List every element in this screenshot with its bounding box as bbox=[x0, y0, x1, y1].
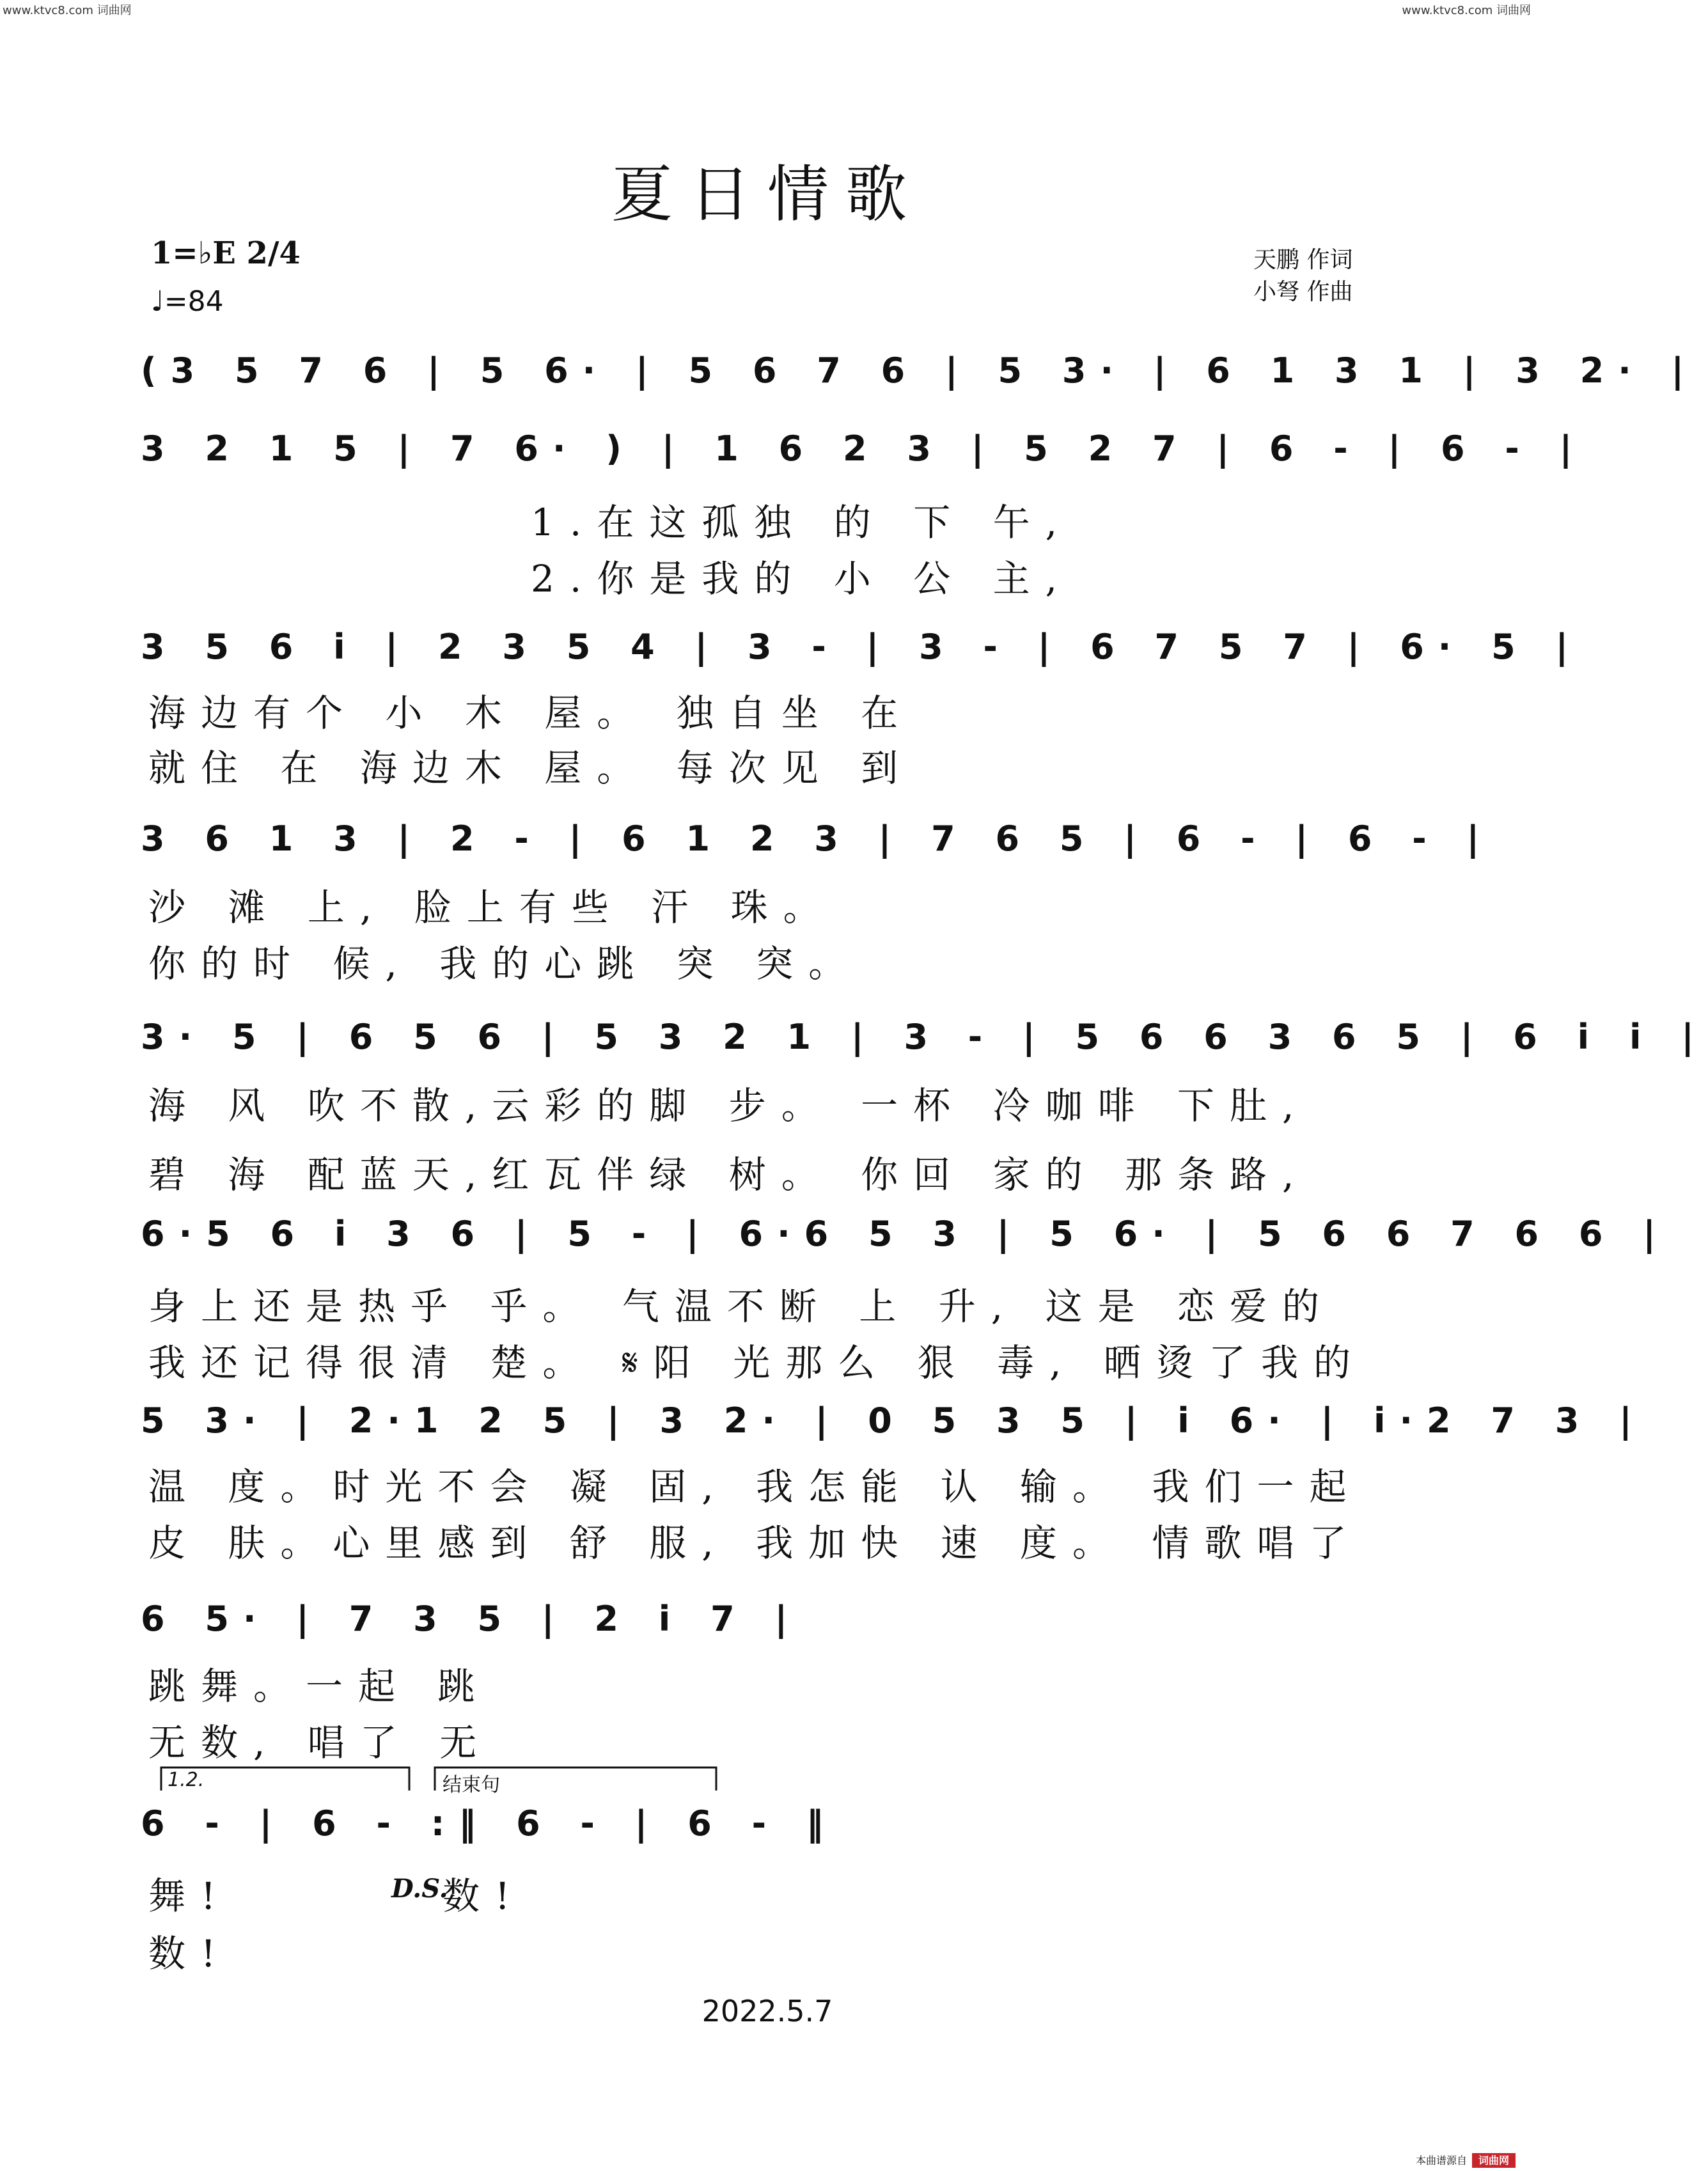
lyric-line: 沙 滩 上, 脸上有些 汗 珠。 bbox=[148, 886, 836, 929]
notation-text: 3 5 6 i | 2 3 5 4 | 3 - | 3 - | 6 7 5 7 | 6· 5 | bbox=[141, 627, 1583, 667]
lyric-line: 数! bbox=[148, 1932, 231, 1975]
lyric-line: 1.在这孤独 的 下 午, bbox=[531, 501, 1073, 544]
lyric-line: 温 度。时光不会 凝 固, 我怎能 认 输。 我们一起 bbox=[148, 1465, 1362, 1509]
lyric-line: 跳舞。一起 跳 bbox=[148, 1665, 490, 1708]
volta-label: 1.2. bbox=[168, 1769, 205, 1791]
stamp-brand: 词曲网 bbox=[1472, 2153, 1516, 2168]
song-title: 夏日情歌 bbox=[611, 159, 923, 230]
lyric-line: 舞! bbox=[148, 1874, 231, 1918]
staff-row-6 bbox=[141, 1214, 1670, 1271]
lyric-line: 皮 肤。心里感到 舒 服, 我加快 速 度。 情歌唱了 bbox=[148, 1521, 1362, 1565]
date: 2022.5.7 bbox=[701, 1994, 833, 2028]
staff-row-7 bbox=[141, 1400, 1646, 1458]
notation-text: 6 5· | 7 3 5 | 2 i 7 | bbox=[141, 1599, 802, 1639]
lyric-line: 你的时 候, 我的心跳 突 突。 bbox=[148, 942, 861, 985]
site-url-left: www.ktvc8.com 词曲网 bbox=[3, 4, 132, 17]
lyric-line: 碧 海 配蓝天,红瓦伴绿 树。 你回 家的 那条路, bbox=[148, 1153, 1310, 1196]
lyric-line: 2.你是我的 小 公 主, bbox=[531, 557, 1073, 600]
staff-row-2 bbox=[141, 428, 1587, 486]
staff-row-8 bbox=[141, 1599, 1394, 1656]
key-signature: 1=♭E 2/4 bbox=[151, 235, 301, 271]
notation-text: 3 6 1 3 | 2 - | 6 1 2 3 | 7 6 5 | 6 - | 6 - | bbox=[141, 819, 1494, 859]
site-url-right: www.ktvc8.com 词曲网 bbox=[1402, 4, 1531, 17]
notation-text: 3· 5 | 6 5 6 | 5 3 2 1 | 3 - | 5 6 6 3 6 5 | 6 i i | bbox=[141, 1017, 1708, 1057]
lyric-line: 就住 在 海边木 屋。 每次见 到 bbox=[148, 746, 914, 790]
lyric-line: 数! bbox=[443, 1874, 526, 1918]
staff-row-3 bbox=[141, 627, 1583, 684]
ending-label: 结束句 bbox=[443, 1774, 500, 1796]
staff-row-5 bbox=[141, 1017, 1708, 1074]
lyric-line: 海 风 吹不散,云彩的脚 步。 一杯 冷咖啡 下肚, bbox=[148, 1084, 1310, 1127]
staff-row-1 bbox=[141, 350, 1698, 408]
lyricist-credit: 天鹏 作词 bbox=[1253, 247, 1353, 273]
lyric-line: 身上还是热乎 乎。 气温不断 上 升, 这是 恋爱的 bbox=[148, 1285, 1335, 1328]
lyric-line: 无数, 唱了 无 bbox=[148, 1721, 492, 1764]
staff-row-4 bbox=[141, 819, 1494, 876]
tempo-marking: ♩=84 bbox=[151, 285, 224, 318]
notation-text: 6 - | 6 - :‖ 6 - | 6 - ‖ bbox=[141, 1803, 838, 1844]
lyric-line: 海边有个 小 木 屋。 独自坐 在 bbox=[148, 691, 914, 735]
ds-marking: D.S. bbox=[391, 1874, 448, 1904]
notation-text: 6·5 6 i 3 6 | 5 - | 6·6 5 3 | 5 6· | 5 6 6 7 6 6 | bbox=[141, 1214, 1670, 1254]
notation-text: 3 2 1 5 | 7 6· ) | 1 6 2 3 | 5 2 7 | 6 - | 6 - | bbox=[141, 428, 1587, 469]
staff-row-9 bbox=[141, 1803, 1394, 1861]
stamp-text: 本曲谱源自 bbox=[1415, 2154, 1467, 2167]
lyric-line: 我还记得很清 楚。 𝄋阳 光那么 狠 毒, 晒烫了我的 bbox=[148, 1341, 1366, 1384]
notation-text: 5 3· | 2·1 2 5 | 3 2· | 0 5 3 5 | i 6· | i·2 7 3 | bbox=[141, 1400, 1646, 1441]
source-stamp bbox=[1416, 2152, 1516, 2167]
composer-credit: 小弩 作曲 bbox=[1253, 279, 1353, 305]
volta-brackets bbox=[160, 1766, 723, 1792]
notation-text: (3 5 7 6 | 5 6· | 5 6 7 6 | 5 3· | 6 1 3 1 | 3 2· | bbox=[141, 350, 1698, 391]
